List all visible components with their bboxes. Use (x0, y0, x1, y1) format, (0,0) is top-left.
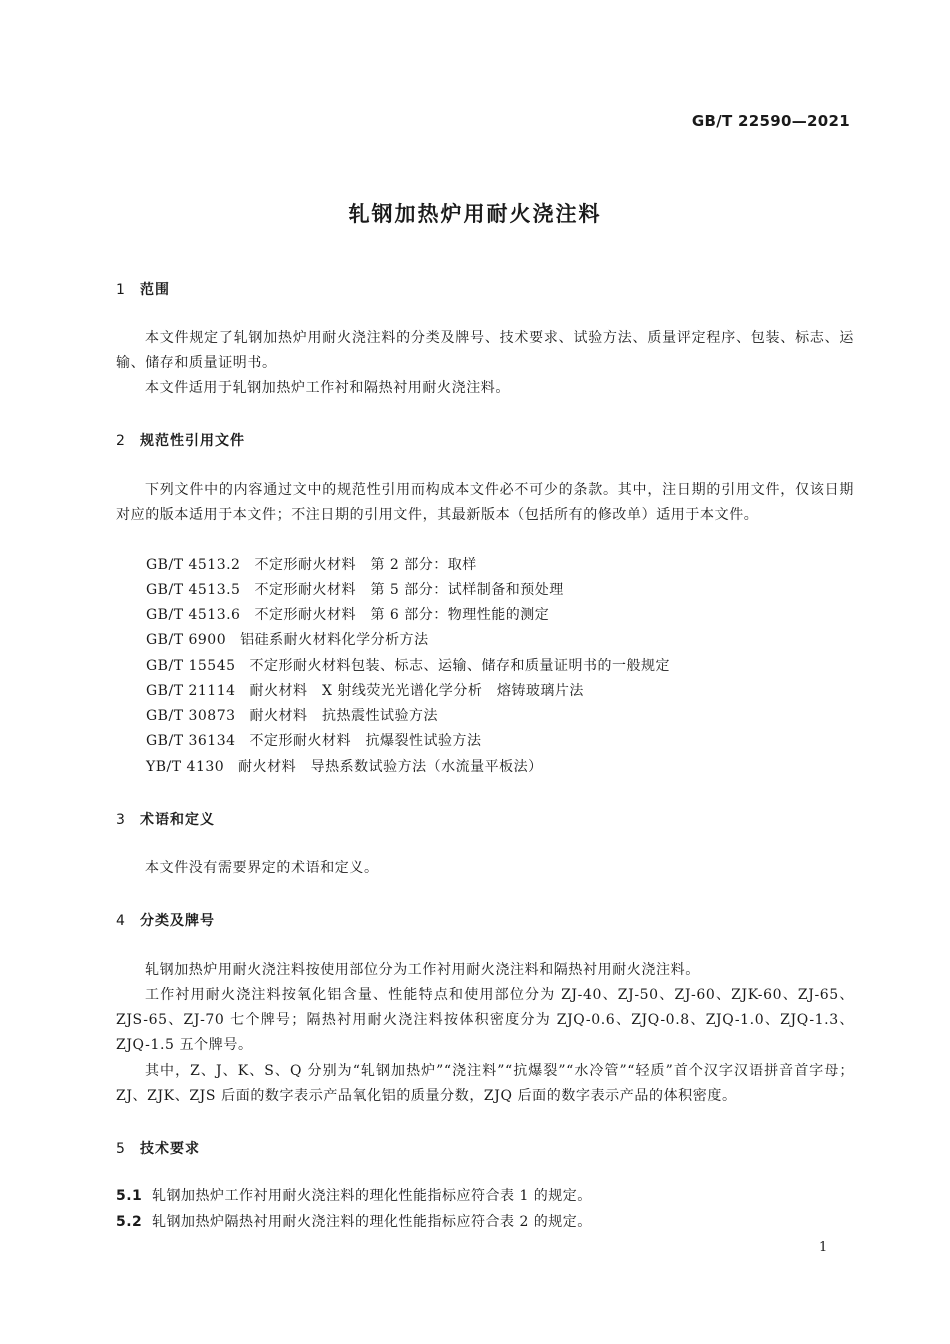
section-title: 分类及牌号 (140, 913, 215, 929)
reference-title: 铝硅系耐火材料化学分析方法 (240, 632, 429, 648)
section-4-heading (116, 910, 215, 930)
section-4-paragraph-3: 其中，Z、J、K、S、Q 分别为“轧钢加热炉”“浇注料”“抗爆裂”“水冷管”“轻质”首个汉字汉语拼音首字母；ZJ、ZJK、ZJS 后面的数字表示产品氧化铝的质量分数，ZJQ 后面的数字表示产品的体积密度。 (116, 1063, 854, 1104)
reference-code: GB/T 15545 (146, 658, 236, 674)
section-3-paragraph-1: 本文件没有需要界定的术语和定义。 (145, 860, 379, 876)
reference-title: 耐火材料 导热系数试验方法（水流量平板法） (238, 759, 543, 775)
reference-item (146, 603, 549, 628)
reference-title: 不定形耐火材料 第 2 部分：取样 (254, 557, 477, 573)
reference-title: 不定形耐火材料 第 6 部分：物理性能的测定 (254, 607, 550, 623)
section-4-paragraph-1: 轧钢加热炉用耐火浇注料按使用部位分为工作衬用耐火浇注料和隔热衬用耐火浇注料。 (145, 962, 700, 978)
section-1-paragraph-2: 本文件适用于轧钢加热炉工作衬和隔热衬用耐火浇注料。 (145, 380, 510, 396)
section-3-heading (116, 809, 215, 829)
section-1-paragraph-1: 本文件规定了轧钢加热炉用耐火浇注料的分类及牌号、技术要求、试验方法、质量评定程序、包装、标志、运输、储存和质量证明书。 (116, 330, 854, 371)
reference-title: 不定形耐火材料 第 5 部分：试样制备和预处理 (254, 582, 564, 598)
section-2-intro: 下列文件中的内容通过文中的规范性引用而构成本文件必不可少的条款。其中，注日期的引用文件，仅该日期对应的版本适用于本文件；不注日期的引用文件，其最新版本（包括所有的修改单）适用于本文件。 (116, 482, 854, 523)
reference-code: YB/T 4130 (146, 759, 225, 775)
section-1-heading (116, 279, 170, 299)
reference-code: GB/T 30873 (146, 708, 236, 724)
clause-text: 轧钢加热炉隔热衬用耐火浇注料的理化性能指标应符合表 2 的规定。 (152, 1214, 592, 1230)
section-5-heading (116, 1138, 200, 1158)
reference-item (146, 679, 584, 704)
clause-number: 5.2 (116, 1214, 143, 1230)
section-number: 2 (116, 433, 126, 449)
clause-5-2 (116, 1210, 592, 1235)
reference-item (146, 704, 438, 729)
reference-item (146, 628, 429, 653)
reference-item (146, 654, 670, 679)
standard-number: GB/T 22590—2021 (691, 112, 850, 130)
section-title: 术语和定义 (140, 812, 215, 828)
reference-code: GB/T 21114 (146, 683, 236, 699)
clause-5-1 (116, 1184, 592, 1209)
reference-item (146, 578, 564, 603)
reference-title: 耐火材料 X 射线荧光光谱化学分析 熔铸玻璃片法 (249, 683, 584, 699)
section-title: 技术要求 (140, 1141, 200, 1157)
reference-code: GB/T 36134 (146, 733, 236, 749)
reference-code: GB/T 4513.5 (146, 582, 241, 598)
page-number: 1 (819, 1240, 828, 1255)
reference-item (146, 553, 477, 578)
reference-title: 耐火材料 抗热震性试验方法 (249, 708, 439, 724)
reference-title: 不定形耐火材料包装、标志、运输、储存和质量证明书的一般规定 (249, 658, 671, 674)
document-title: 轧钢加热炉用耐火浇注料 (348, 202, 602, 226)
clause-text: 轧钢加热炉工作衬用耐火浇注料的理化性能指标应符合表 1 的规定。 (152, 1188, 592, 1204)
section-number: 3 (116, 812, 126, 828)
reference-item (146, 755, 543, 780)
reference-item (146, 729, 482, 754)
section-number: 5 (116, 1141, 126, 1157)
section-4-paragraph-2: 工作衬用耐火浇注料按氧化铝含量、性能特点和使用部位分为 ZJ-40、ZJ-50、ZJ-60、ZJK-60、ZJ-65、ZJS-65、ZJ-70 七个牌号；隔热衬用耐火浇注料按体积密度分为 ZJQ-0.6、ZJQ-0.8、ZJQ-1.0、ZJQ-1.3、ZJQ-1.5 五个牌号。 (116, 987, 854, 1053)
reference-code: GB/T 4513.2 (146, 557, 241, 573)
reference-code: GB/T 6900 (146, 632, 227, 648)
section-2-heading (116, 430, 245, 450)
section-number: 1 (116, 282, 126, 298)
reference-code: GB/T 4513.6 (146, 607, 241, 623)
section-title: 范围 (140, 282, 170, 298)
section-title: 规范性引用文件 (140, 433, 245, 449)
section-number: 4 (116, 913, 126, 929)
clause-number: 5.1 (116, 1188, 143, 1204)
reference-title: 不定形耐火材料 抗爆裂性试验方法 (249, 733, 482, 749)
